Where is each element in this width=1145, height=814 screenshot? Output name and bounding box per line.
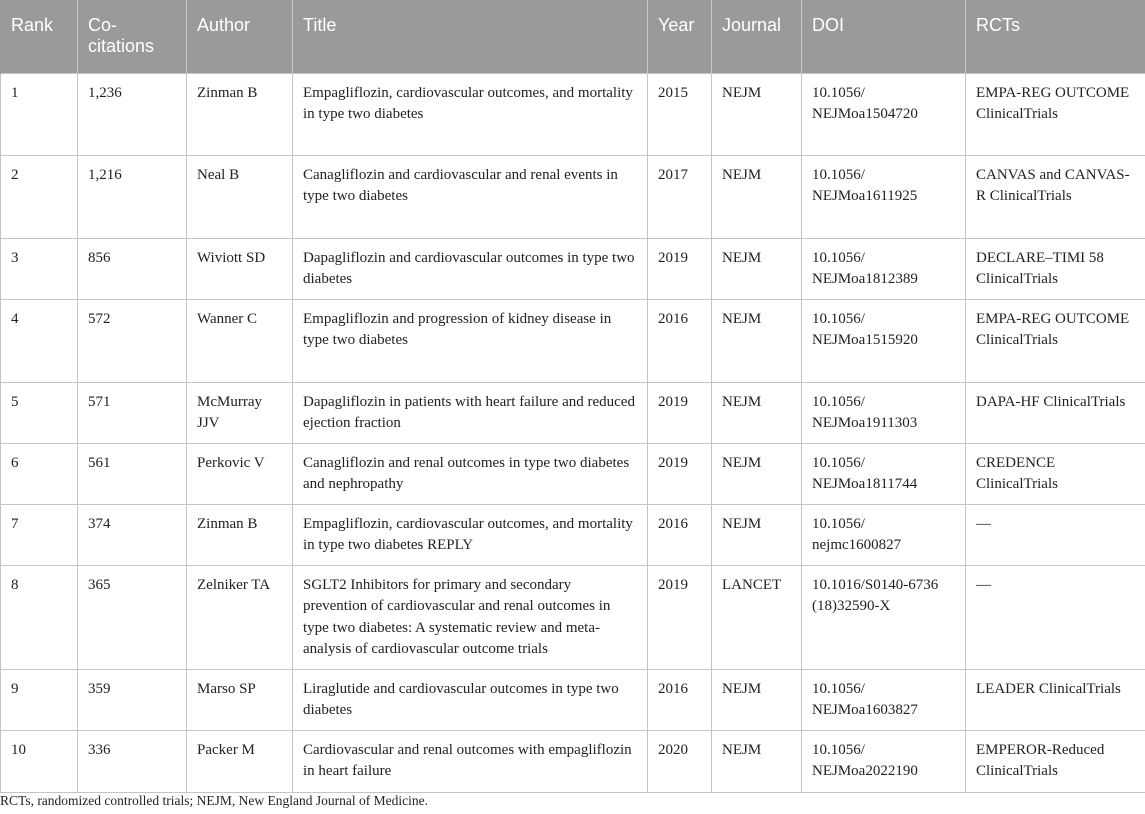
table-row xyxy=(1,565,1145,669)
cell-title: Liraglutide and cardiovascular outcomes in type two diabetes xyxy=(293,669,648,730)
cell-title: Empagliflozin, cardiovascular outcomes, and mortality in type two diabetes xyxy=(293,73,648,155)
table-row xyxy=(1,73,1145,155)
cell-rank: 4 xyxy=(1,299,78,382)
cell-journal: NEJM xyxy=(712,443,802,504)
cell-co-citations: 365 xyxy=(78,565,187,669)
cell-doi: 10.1056/ NEJMoa1811744 xyxy=(802,443,966,504)
cell-rcts: DECLARE–TIMI 58 ClinicalTrials xyxy=(966,238,1145,299)
cell-co-citations: 336 xyxy=(78,730,187,792)
cell-rank: 3 xyxy=(1,238,78,299)
column-header-rcts: RCTs xyxy=(966,0,1145,73)
cell-title: Canagliflozin and cardiovascular and renal events in type two diabetes xyxy=(293,155,648,238)
cell-year: 2019 xyxy=(648,238,712,299)
table-footnote: RCTs, randomized controlled trials; NEJM, New England Journal of Medicine. xyxy=(0,793,428,808)
cell-author: Wanner C xyxy=(187,299,293,382)
cell-title: Dapagliflozin and cardiovascular outcomes in type two diabetes xyxy=(293,238,648,299)
table-row xyxy=(1,504,1145,565)
cell-year: 2020 xyxy=(648,730,712,792)
table-row xyxy=(1,443,1145,504)
cell-title: Empagliflozin, cardiovascular outcomes, and mortality in type two diabetes REPLY xyxy=(293,504,648,565)
cell-year: 2016 xyxy=(648,669,712,730)
cell-rcts: CANVAS and CANVAS-R ClinicalTrials xyxy=(966,155,1145,238)
cell-doi: 10.1056/ NEJMoa1504720 xyxy=(802,73,966,155)
cell-rank: 10 xyxy=(1,730,78,792)
table-row xyxy=(1,669,1145,730)
cell-author: Neal B xyxy=(187,155,293,238)
cell-year: 2016 xyxy=(648,504,712,565)
column-header-title: Title xyxy=(293,0,648,73)
column-header-year: Year xyxy=(648,0,712,73)
cell-author: Marso SP xyxy=(187,669,293,730)
cell-rank: 1 xyxy=(1,73,78,155)
cell-year: 2015 xyxy=(648,73,712,155)
table-body xyxy=(1,73,1145,792)
cell-year: 2017 xyxy=(648,155,712,238)
cell-journal: NEJM xyxy=(712,299,802,382)
cell-author: Packer M xyxy=(187,730,293,792)
cell-journal: LANCET xyxy=(712,565,802,669)
table-header xyxy=(1,0,1145,73)
cell-rank: 9 xyxy=(1,669,78,730)
cell-doi: 10.1056/ NEJMoa1603827 xyxy=(802,669,966,730)
cell-rcts: DAPA-HF ClinicalTrials xyxy=(966,382,1145,443)
cell-year: 2016 xyxy=(648,299,712,382)
cell-doi: 10.1056/ NEJMoa2022190 xyxy=(802,730,966,792)
cell-rcts: EMPA-REG OUTCOME ClinicalTrials xyxy=(966,73,1145,155)
cell-author: Zinman B xyxy=(187,504,293,565)
cell-title: Empagliflozin and progression of kidney disease in type two diabetes xyxy=(293,299,648,382)
cell-author: McMurray JJV xyxy=(187,382,293,443)
cell-rcts: — xyxy=(966,565,1145,669)
cell-author: Perkovic V xyxy=(187,443,293,504)
cell-co-citations: 571 xyxy=(78,382,187,443)
column-header-rank: Rank xyxy=(1,0,78,73)
cell-co-citations: 1,216 xyxy=(78,155,187,238)
cell-year: 2019 xyxy=(648,382,712,443)
cell-rank: 2 xyxy=(1,155,78,238)
cell-rcts: CREDENCE ClinicalTrials xyxy=(966,443,1145,504)
table-row xyxy=(1,155,1145,238)
cell-co-citations: 374 xyxy=(78,504,187,565)
cell-rcts: EMPA-REG OUTCOME ClinicalTrials xyxy=(966,299,1145,382)
cell-doi: 10.1016/S0140-6736 (18)32590-X xyxy=(802,565,966,669)
cell-title: Cardiovascular and renal outcomes with empagliflozin in heart failure xyxy=(293,730,648,792)
cell-co-citations: 856 xyxy=(78,238,187,299)
cell-rank: 8 xyxy=(1,565,78,669)
cell-rank: 7 xyxy=(1,504,78,565)
cell-title: Dapagliflozin in patients with heart failure and reduced ejection fraction xyxy=(293,382,648,443)
cell-author: Wiviott SD xyxy=(187,238,293,299)
column-header-co-citations xyxy=(78,0,187,73)
cell-journal: NEJM xyxy=(712,73,802,155)
cell-journal: NEJM xyxy=(712,155,802,238)
cell-co-citations: 1,236 xyxy=(78,73,187,155)
table-row xyxy=(1,299,1145,382)
table-row xyxy=(1,238,1145,299)
cell-journal: NEJM xyxy=(712,238,802,299)
cell-co-citations: 561 xyxy=(78,443,187,504)
header-row xyxy=(1,0,1145,73)
cell-rank: 6 xyxy=(1,443,78,504)
cell-doi: 10.1056/ NEJMoa1515920 xyxy=(802,299,966,382)
column-header-co-citations-label: Co- citations xyxy=(88,15,155,56)
cell-doi: 10.1056/ NEJMoa1611925 xyxy=(802,155,966,238)
cell-doi: 10.1056/ NEJMoa1812389 xyxy=(802,238,966,299)
cell-co-citations: 572 xyxy=(78,299,187,382)
table-row xyxy=(1,730,1145,792)
cell-author: Zelniker TA xyxy=(187,565,293,669)
column-header-journal: Journal xyxy=(712,0,802,73)
cell-journal: NEJM xyxy=(712,504,802,565)
cell-title: Canagliflozin and renal outcomes in type two diabetes and nephropathy xyxy=(293,443,648,504)
cell-doi: 10.1056/ NEJMoa1911303 xyxy=(802,382,966,443)
cell-year: 2019 xyxy=(648,565,712,669)
cell-author: Zinman B xyxy=(187,73,293,155)
cell-rcts: EMPEROR-Reduced ClinicalTrials xyxy=(966,730,1145,792)
cell-doi: 10.1056/ nejmc1600827 xyxy=(802,504,966,565)
cell-journal: NEJM xyxy=(712,382,802,443)
cell-year: 2019 xyxy=(648,443,712,504)
cell-rcts: LEADER ClinicalTrials xyxy=(966,669,1145,730)
cell-rank: 5 xyxy=(1,382,78,443)
cell-title: SGLT2 Inhibitors for primary and secondary prevention of cardiovascular and renal outcomes in type two diabetes: A systematic review and meta-analysis of cardiovascular outcome trials xyxy=(293,565,648,669)
cell-co-citations: 359 xyxy=(78,669,187,730)
cell-rcts: — xyxy=(966,504,1145,565)
cell-journal: NEJM xyxy=(712,730,802,792)
column-header-author: Author xyxy=(187,0,293,73)
column-header-doi: DOI xyxy=(802,0,966,73)
table-row xyxy=(1,382,1145,443)
cell-journal: NEJM xyxy=(712,669,802,730)
